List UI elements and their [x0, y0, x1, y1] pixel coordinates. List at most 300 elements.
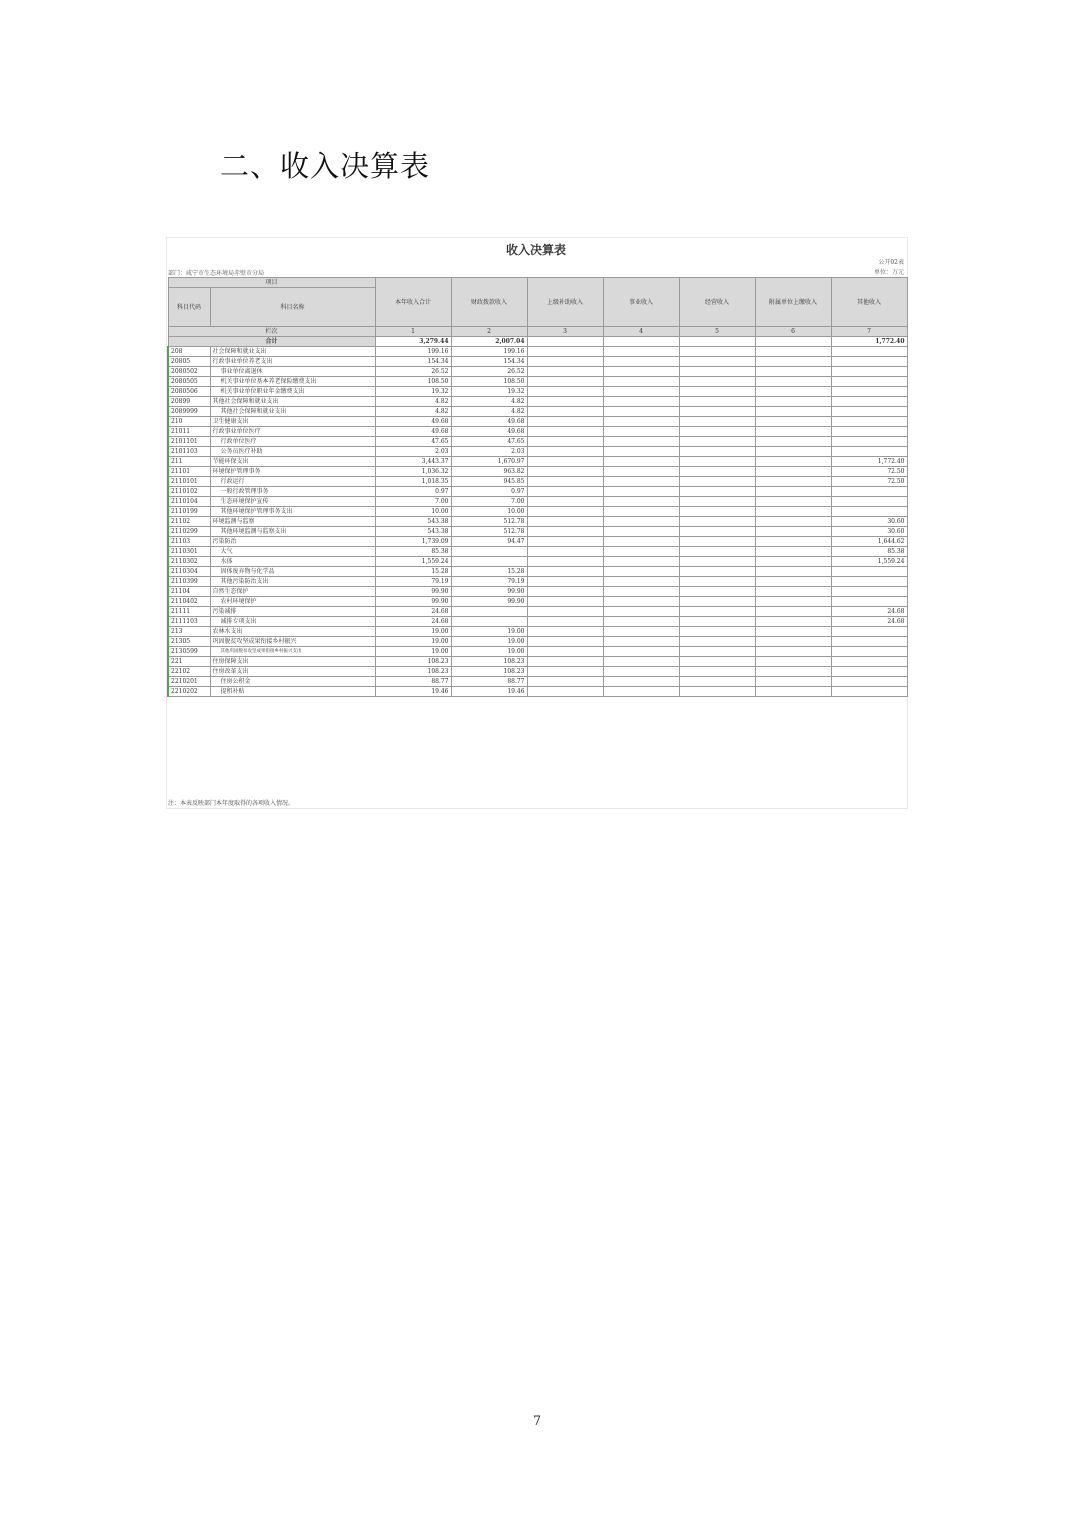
header-superior: 上级补助收入 [527, 278, 603, 327]
row-value [831, 387, 907, 397]
row-value: 7.00 [451, 497, 527, 507]
row-value [679, 347, 755, 357]
row-value [527, 347, 603, 357]
row-value [679, 467, 755, 477]
row-value: 79.19 [451, 577, 527, 587]
row-code: 2080502 [168, 367, 210, 377]
table-row [168, 467, 907, 477]
table-note: 注：本表反映部门本年度取得的各项收入情况。 [168, 800, 295, 807]
row-value [679, 557, 755, 567]
row-value [755, 397, 831, 407]
row-value [527, 357, 603, 367]
row-value [527, 577, 603, 587]
row-value: 19.46 [451, 687, 527, 697]
table-row [168, 617, 907, 627]
row-name: 事业单位离退休 [210, 367, 375, 377]
row-name: 住房公积金 [210, 677, 375, 687]
row-value [603, 677, 679, 687]
row-value: 10.00 [375, 507, 451, 517]
row-value: 19.00 [451, 647, 527, 657]
table-row [168, 667, 907, 677]
row-value: 108.23 [375, 667, 451, 677]
row-value [679, 547, 755, 557]
row-name: 污染减排 [210, 607, 375, 617]
row-code: 2089999 [168, 407, 210, 417]
row-value: 4.82 [375, 397, 451, 407]
row-value: 24.68 [831, 617, 907, 627]
row-value [679, 447, 755, 457]
row-code: 2080505 [168, 377, 210, 387]
row-code: 210 [168, 417, 210, 427]
row-value: 1,739.09 [375, 537, 451, 547]
row-code: 2110399 [168, 577, 210, 587]
column-number: 6 [755, 327, 831, 337]
row-value: 512.78 [451, 517, 527, 527]
table-row [168, 527, 907, 537]
row-value: 99.90 [375, 597, 451, 607]
row-value [755, 517, 831, 527]
row-value [679, 407, 755, 417]
row-value [603, 427, 679, 437]
row-value: 49.68 [451, 427, 527, 437]
row-value [831, 567, 907, 577]
row-value [603, 357, 679, 367]
row-value [451, 557, 527, 567]
row-value [527, 527, 603, 537]
row-value: 19.32 [375, 387, 451, 397]
row-name: 卫生健康支出 [210, 417, 375, 427]
table-row [168, 437, 907, 447]
row-name: 行政运行 [210, 477, 375, 487]
row-name: 环境保护管理事务 [210, 467, 375, 477]
row-name: 其他环境保护管理事务支出 [210, 507, 375, 517]
row-value [527, 377, 603, 387]
row-value [755, 547, 831, 557]
department-label: 部门：咸宁市生态环境局赤壁市分局 [168, 270, 265, 277]
row-value [755, 367, 831, 377]
header-name: 科目名称 [210, 288, 375, 327]
row-value: 512.78 [451, 527, 527, 537]
row-value [755, 587, 831, 597]
row-value [603, 627, 679, 637]
row-value [527, 557, 603, 567]
total-value [527, 337, 603, 347]
row-value: 85.38 [831, 547, 907, 557]
row-value: 108.23 [375, 657, 451, 667]
table-row [168, 497, 907, 507]
row-value [527, 667, 603, 677]
row-value: 19.00 [375, 627, 451, 637]
row-value: 49.68 [451, 417, 527, 427]
row-value: 99.90 [451, 587, 527, 597]
row-value: 99.90 [375, 587, 451, 597]
row-value: 72.50 [831, 467, 907, 477]
row-code: 21011 [168, 427, 210, 437]
row-value: 10.00 [451, 507, 527, 517]
row-code: 20805 [168, 357, 210, 367]
row-code: 21111 [168, 607, 210, 617]
row-value [831, 357, 907, 367]
row-name: 其他污染防治支出 [210, 577, 375, 587]
table-row [168, 487, 907, 497]
row-value [755, 567, 831, 577]
row-value [527, 427, 603, 437]
row-name: 行政事业单位养老支出 [210, 357, 375, 367]
row-code: 2110299 [168, 527, 210, 537]
row-value [831, 637, 907, 647]
table-row [168, 627, 907, 637]
table-row [168, 607, 907, 617]
row-value [527, 367, 603, 377]
row-value [603, 547, 679, 557]
row-value [527, 627, 603, 637]
row-value [755, 477, 831, 487]
row-code: 21305 [168, 637, 210, 647]
row-value [755, 597, 831, 607]
row-value [831, 437, 907, 447]
row-value [603, 557, 679, 567]
row-value: 3,443.37 [375, 457, 451, 467]
row-name: 行政事业单位医疗 [210, 427, 375, 437]
row-name: 住房改革支出 [210, 667, 375, 677]
table-row [168, 637, 907, 647]
row-value: 1,644.62 [831, 537, 907, 547]
row-value [527, 637, 603, 647]
row-name: 其他社会保障和就业支出 [210, 397, 375, 407]
row-value: 24.68 [375, 607, 451, 617]
row-value [831, 687, 907, 697]
row-value: 1,772.40 [831, 457, 907, 467]
row-value: 4.82 [375, 407, 451, 417]
row-value: 19.00 [375, 647, 451, 657]
row-value [831, 657, 907, 667]
table-row [168, 407, 907, 417]
row-value [755, 577, 831, 587]
row-value [527, 467, 603, 477]
row-name: 社会保障和就业支出 [210, 347, 375, 357]
row-value [831, 667, 907, 677]
row-value: 19.32 [451, 387, 527, 397]
row-value: 1,670.97 [451, 457, 527, 467]
row-value [603, 477, 679, 487]
project-header-row [168, 278, 907, 288]
row-value [527, 657, 603, 667]
row-value [755, 497, 831, 507]
row-code: 20899 [168, 397, 210, 407]
row-value [527, 587, 603, 597]
row-value: 47.65 [375, 437, 451, 447]
table-row [168, 377, 907, 387]
row-value: 24.68 [831, 607, 907, 617]
page-heading: 二、收入决算表 [220, 149, 431, 183]
row-value: 47.65 [451, 437, 527, 447]
row-value: 154.34 [375, 357, 451, 367]
header-fiscal: 财政拨款收入 [451, 278, 527, 327]
table-row [168, 657, 907, 667]
row-value [603, 637, 679, 647]
row-value [527, 417, 603, 427]
row-code: 2101103 [168, 447, 210, 457]
row-value [755, 667, 831, 677]
row-value [603, 657, 679, 667]
row-name: 自然生态保护 [210, 587, 375, 597]
table-row [168, 537, 907, 547]
row-value [831, 507, 907, 517]
row-value: 1,559.24 [375, 557, 451, 567]
income-table [167, 277, 908, 697]
table-row [168, 567, 907, 577]
header-operating: 经营收入 [679, 278, 755, 327]
row-value [831, 497, 907, 507]
row-value [755, 627, 831, 637]
row-value [679, 357, 755, 367]
column-number: 4 [603, 327, 679, 337]
row-value [679, 417, 755, 427]
row-name: 节能环保支出 [210, 457, 375, 467]
row-value [603, 377, 679, 387]
row-code: 2110304 [168, 567, 210, 577]
row-value [603, 517, 679, 527]
table-row [168, 687, 907, 697]
row-value [603, 527, 679, 537]
row-value [603, 497, 679, 507]
header-subsidiary: 附属单位上缴收入 [755, 278, 831, 327]
row-value: 7.00 [375, 497, 451, 507]
row-value: 199.16 [375, 347, 451, 357]
row-value [755, 607, 831, 617]
row-value [831, 407, 907, 417]
row-value [831, 627, 907, 637]
row-value: 108.50 [375, 377, 451, 387]
row-value: 154.34 [451, 357, 527, 367]
row-value [527, 517, 603, 527]
row-name: 固体废弃物与化学品 [210, 567, 375, 577]
row-value [603, 487, 679, 497]
row-value [679, 667, 755, 677]
row-value: 24.68 [375, 617, 451, 627]
row-code: 2210201 [168, 677, 210, 687]
row-value [527, 447, 603, 457]
row-value [755, 647, 831, 657]
row-value [755, 347, 831, 357]
row-value [831, 487, 907, 497]
row-value [679, 437, 755, 447]
row-code: 2110104 [168, 497, 210, 507]
row-value [831, 597, 907, 607]
row-value: 199.16 [451, 347, 527, 357]
row-value: 19.00 [375, 637, 451, 647]
row-value [755, 357, 831, 367]
row-value [755, 487, 831, 497]
row-value: 1,018.35 [375, 477, 451, 487]
row-value [527, 567, 603, 577]
total-value [603, 337, 679, 347]
row-value [603, 687, 679, 697]
row-value [603, 647, 679, 657]
row-value [603, 667, 679, 677]
row-value [755, 507, 831, 517]
row-name: 机关事业单位基本养老保险缴费支出 [210, 377, 375, 387]
table-row [168, 587, 907, 597]
row-value: 108.50 [451, 377, 527, 387]
row-value [831, 577, 907, 587]
row-value [755, 427, 831, 437]
row-value: 108.23 [451, 667, 527, 677]
total-value: 2,007.04 [451, 337, 527, 347]
unit-label: 单位：万元 [873, 269, 904, 276]
row-value: 72.50 [831, 477, 907, 487]
table-row [168, 457, 907, 467]
row-value [451, 617, 527, 627]
row-code: 2210202 [168, 687, 210, 697]
row-value [831, 647, 907, 657]
row-value [679, 537, 755, 547]
table-row [168, 447, 907, 457]
row-value [831, 417, 907, 427]
row-value [451, 547, 527, 557]
row-value [755, 537, 831, 547]
row-value [755, 387, 831, 397]
row-value [603, 407, 679, 417]
column-number: 5 [679, 327, 755, 337]
row-value: 85.38 [375, 547, 451, 557]
row-value: 19.00 [451, 627, 527, 637]
column-number-label: 栏次 [168, 327, 375, 337]
row-code: 221 [168, 657, 210, 667]
table-row [168, 387, 907, 397]
row-name: 其他巩固脱贫攻坚成果衔接乡村振兴支出 [210, 647, 375, 657]
row-value: 2.03 [451, 447, 527, 457]
table-row [168, 427, 907, 437]
table-row [168, 357, 907, 367]
row-code: 21103 [168, 537, 210, 547]
total-value [679, 337, 755, 347]
row-value [527, 457, 603, 467]
row-code: 21101 [168, 467, 210, 477]
row-value [679, 477, 755, 487]
column-number: 3 [527, 327, 603, 337]
row-value [603, 507, 679, 517]
row-name: 生态环境保护宣传 [210, 497, 375, 507]
row-value [831, 397, 907, 407]
row-value [679, 677, 755, 687]
table-row [168, 557, 907, 567]
row-value [603, 617, 679, 627]
row-value [679, 687, 755, 697]
row-value [679, 567, 755, 577]
row-value [679, 517, 755, 527]
row-value [603, 537, 679, 547]
row-value [527, 647, 603, 657]
row-value: 26.52 [451, 367, 527, 377]
header-business: 事业收入 [603, 278, 679, 327]
row-value [603, 437, 679, 447]
row-value [679, 577, 755, 587]
table-row [168, 597, 907, 607]
total-row [168, 337, 907, 347]
row-value [527, 687, 603, 697]
total-value: 3,279.44 [375, 337, 451, 347]
row-value [527, 437, 603, 447]
row-value [527, 407, 603, 417]
row-value: 26.52 [375, 367, 451, 377]
row-value [679, 427, 755, 437]
row-value [679, 497, 755, 507]
table-row [168, 507, 907, 517]
table-row [168, 417, 907, 427]
row-value [831, 347, 907, 357]
row-code: 2110199 [168, 507, 210, 517]
row-value [679, 587, 755, 597]
row-name: 其他环境监测与监察支出 [210, 527, 375, 537]
row-value: 543.38 [375, 517, 451, 527]
table-row [168, 477, 907, 487]
row-value [679, 637, 755, 647]
row-value [603, 367, 679, 377]
row-value [679, 377, 755, 387]
header-total: 本年收入合计 [375, 278, 451, 327]
row-value: 4.82 [451, 407, 527, 417]
row-value [527, 477, 603, 487]
row-value [755, 457, 831, 467]
row-value: 99.90 [451, 597, 527, 607]
row-code: 2110301 [168, 547, 210, 557]
row-value: 79.19 [375, 577, 451, 587]
row-value: 1,559.24 [831, 557, 907, 567]
row-value [603, 347, 679, 357]
row-name: 其他社会保障和就业支出 [210, 407, 375, 417]
column-number-row [168, 327, 907, 337]
row-value [527, 487, 603, 497]
row-value [603, 577, 679, 587]
row-value [603, 417, 679, 427]
table-row [168, 547, 907, 557]
row-value [755, 617, 831, 627]
row-code: 208 [168, 347, 210, 357]
row-value [831, 427, 907, 437]
row-value [527, 507, 603, 517]
row-value [755, 437, 831, 447]
total-value [755, 337, 831, 347]
row-value [755, 447, 831, 457]
row-value [755, 417, 831, 427]
row-value [679, 527, 755, 537]
row-code: 21102 [168, 517, 210, 527]
row-value [755, 377, 831, 387]
row-code: 22102 [168, 667, 210, 677]
row-value [679, 507, 755, 517]
row-name: 提租补贴 [210, 687, 375, 697]
row-value [603, 467, 679, 477]
row-name: 大气 [210, 547, 375, 557]
row-value: 15.28 [375, 567, 451, 577]
row-value: 543.38 [375, 527, 451, 537]
row-code: 21104 [168, 587, 210, 597]
row-name: 水体 [210, 557, 375, 567]
row-code: 2110302 [168, 557, 210, 567]
row-value [831, 587, 907, 597]
row-value [527, 547, 603, 557]
row-value [755, 687, 831, 697]
row-value [527, 397, 603, 407]
row-value [679, 457, 755, 467]
row-value [451, 607, 527, 617]
page-number: 7 [532, 1414, 542, 1429]
row-value: 4.82 [451, 397, 527, 407]
row-value [679, 617, 755, 627]
column-number: 7 [831, 327, 907, 337]
row-value: 88.77 [375, 677, 451, 687]
